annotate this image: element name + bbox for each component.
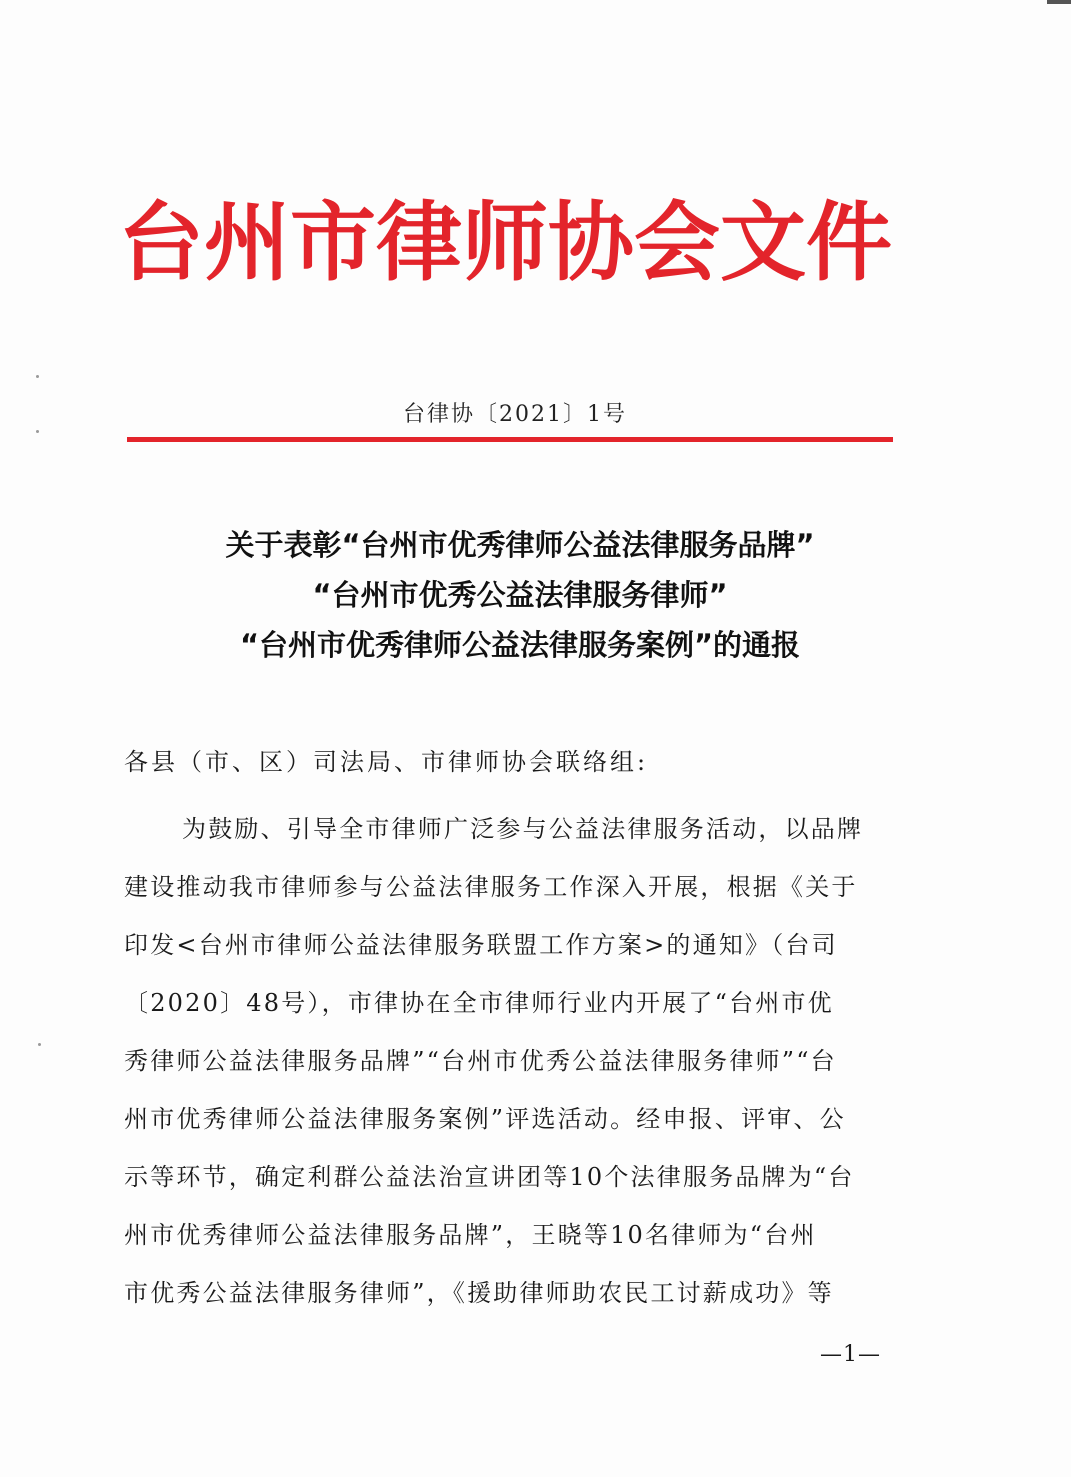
salutation: 各县（市、区）司法局、市律师协会联络组: xyxy=(124,748,649,776)
red-divider-line xyxy=(127,437,893,442)
scan-speck xyxy=(36,430,39,433)
body-paragraph xyxy=(124,800,904,1322)
scan-corner-mark xyxy=(1047,0,1071,4)
body-line: 示等环节，确定利群公益法治宣讲团等10个法律服务品牌为“台 xyxy=(124,1163,855,1191)
body-line: 印发<台州市律师公益法律服务联盟工作方案>的通知》（台司 xyxy=(124,931,838,959)
scan-speck xyxy=(38,1043,41,1046)
notice-title xyxy=(110,520,930,670)
body-line: 州市优秀律师公益法律服务案例”评选活动。经申报、评审、公 xyxy=(124,1105,846,1133)
body-line: 〔2020〕48号），市律协在全市律师行业内开展了“台州市优 xyxy=(124,989,834,1017)
notice-title-line-2: “台州市优秀公益法律服务律师” xyxy=(312,578,728,612)
body-line: 为鼓励、引导全市律师广泛参与公益法律服务活动，以品牌 xyxy=(182,815,864,843)
document-number: 台律协〔2021〕1号 xyxy=(403,402,627,427)
body-line: 市优秀公益法律服务律师”，《援助律师助农民工讨薪成功》等 xyxy=(124,1279,834,1307)
body-line: 建设推动我市律师参与公益法律服务工作深入开展，根据《关于 xyxy=(124,873,858,901)
notice-title-line-1: 关于表彰“台州市优秀律师公益法律服务品牌” xyxy=(225,528,815,562)
page-number: —1— xyxy=(820,1342,881,1367)
body-line: 秀律师公益法律服务品牌”“台州市优秀公益法律服务律师”“台 xyxy=(124,1047,837,1075)
body-line: 州市优秀律师公益法律服务品牌”，王晓等10名律师为“台州 xyxy=(124,1221,817,1249)
scan-speck xyxy=(36,375,39,378)
notice-title-line-3: “台州市优秀律师公益法律服务案例”的通报 xyxy=(239,628,801,662)
issuing-body-header: 台州市律师协会文件 xyxy=(118,193,892,293)
